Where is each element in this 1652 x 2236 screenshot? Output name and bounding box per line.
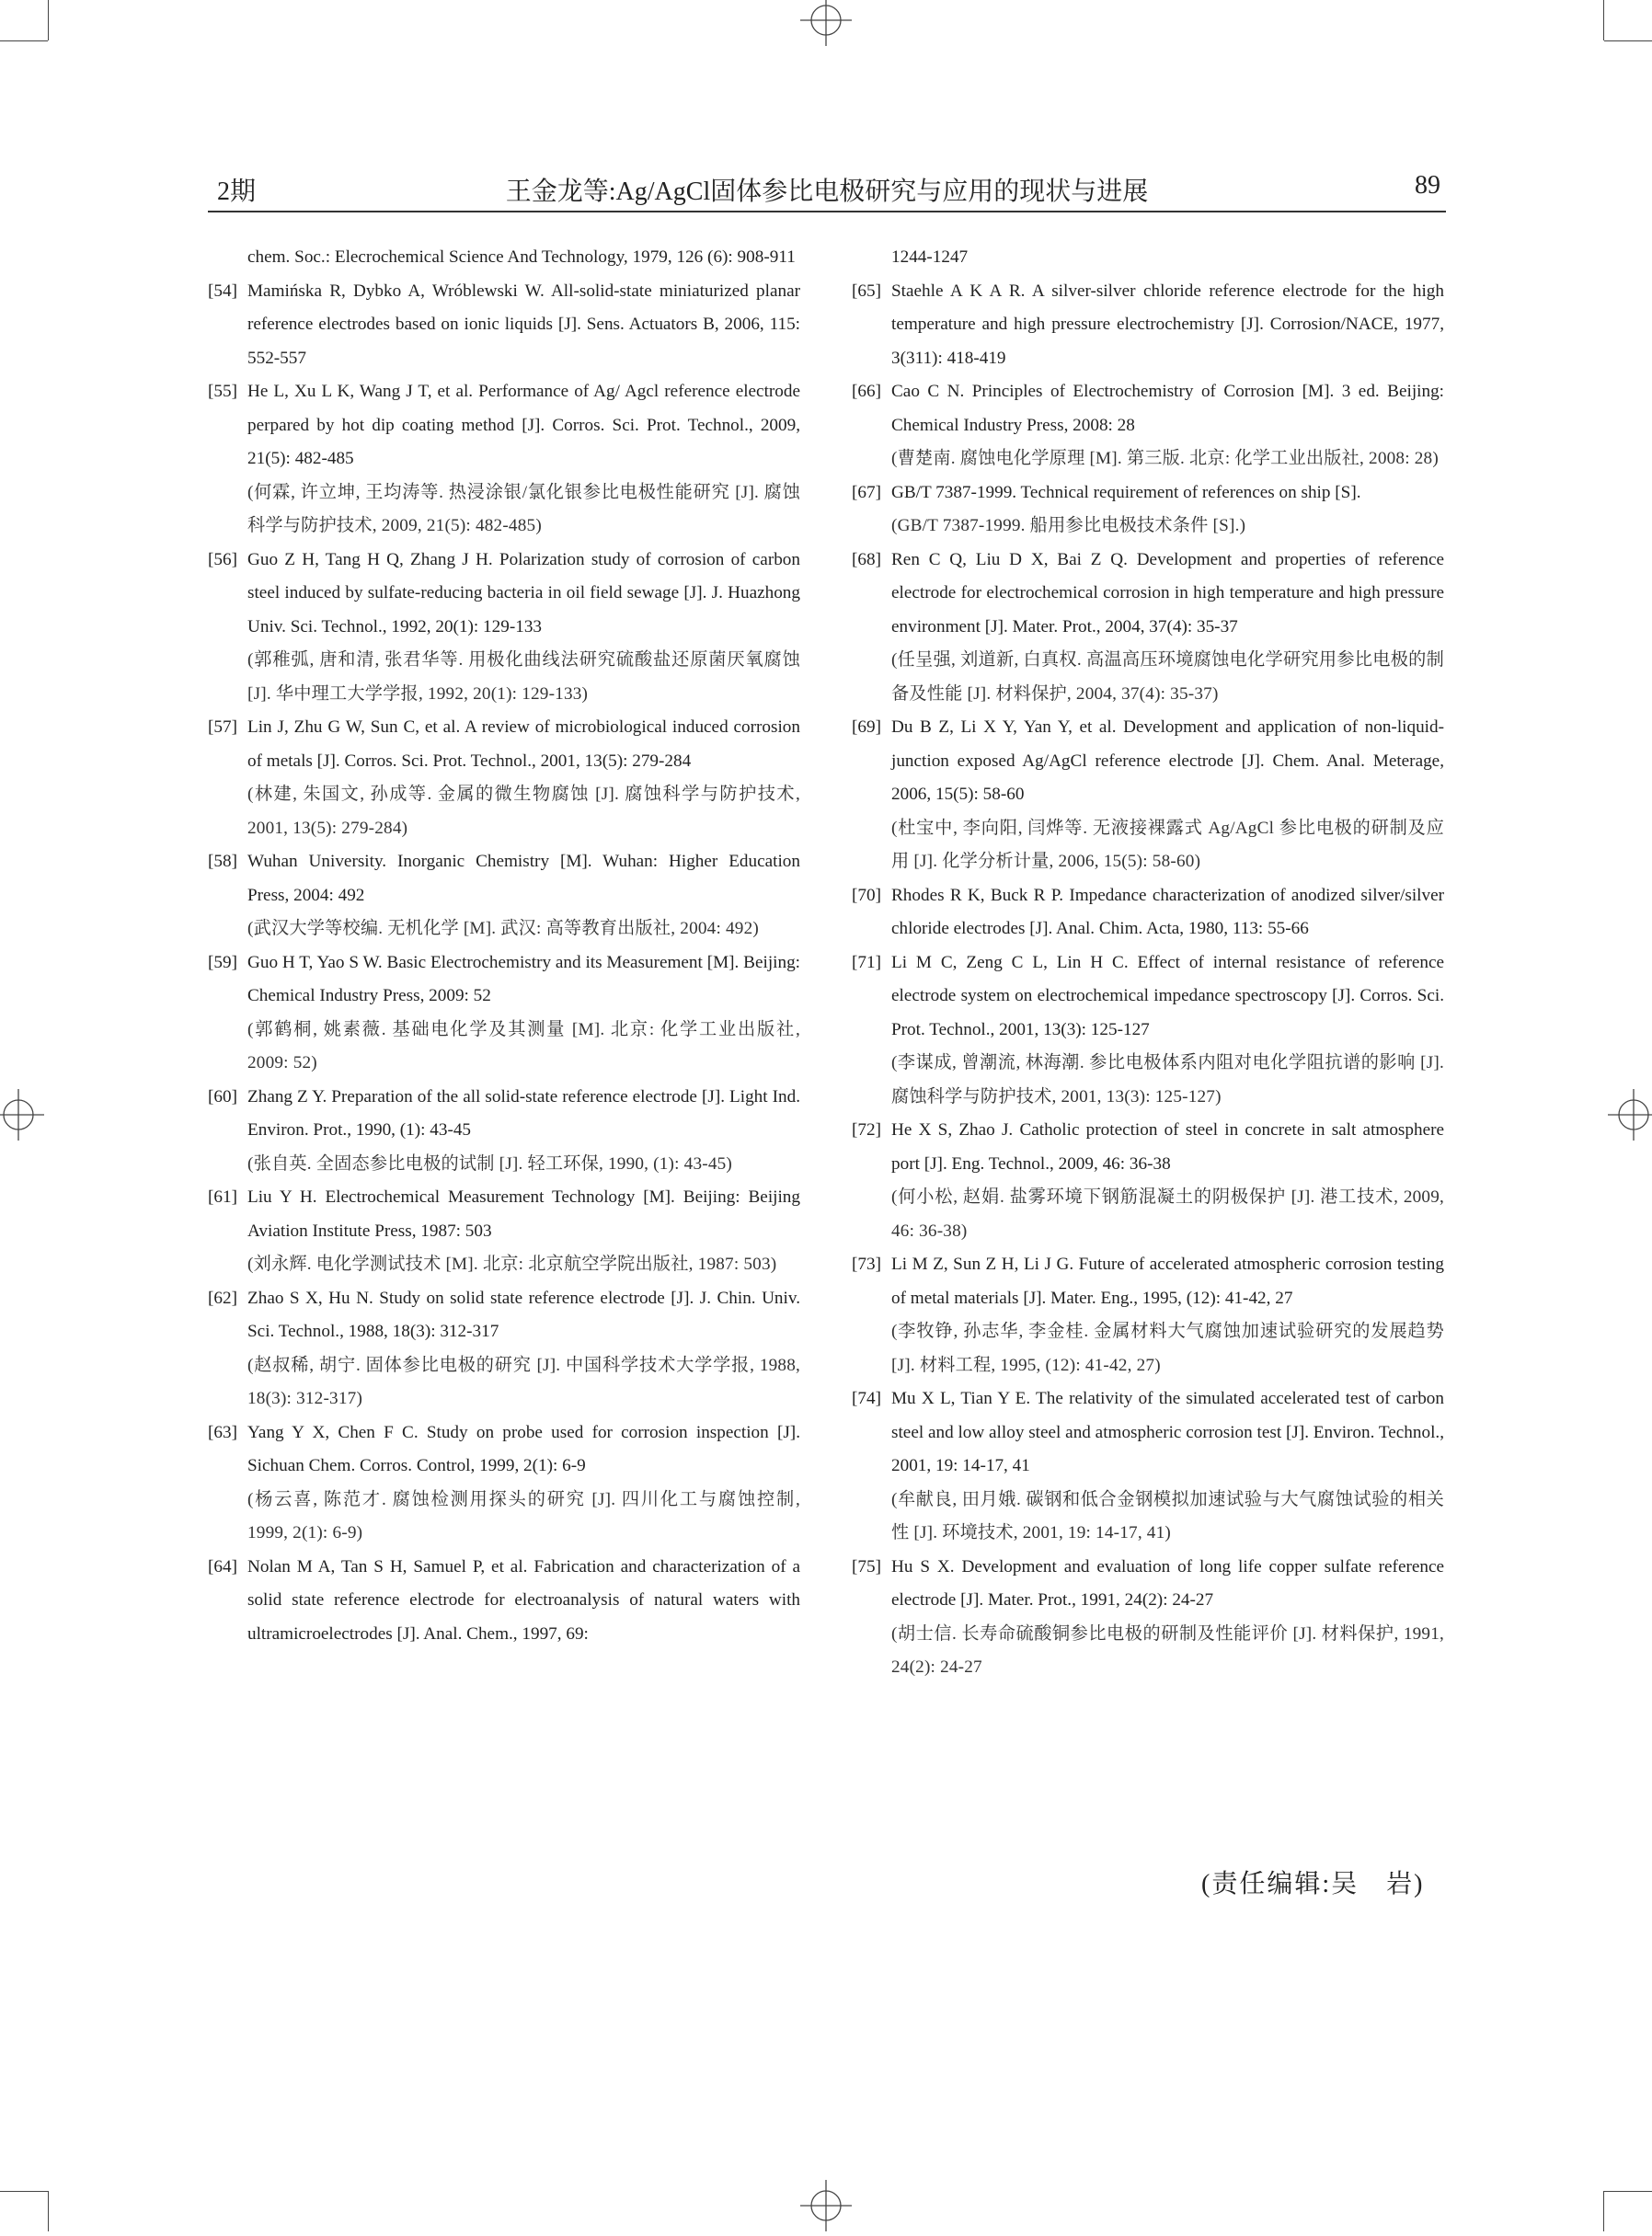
reference-translation: (郭鹤桐, 姚素薇. 基础电化学及其测量 [M]. 北京: 化学工业出版社, 2009: 52) [247,1019,800,1072]
reference-number: [70] [852,885,881,905]
reference-text: Lin J, Zhu G W, Sun C, et al. A review of microbiological induced corrosion of metals [J]. Corros. Sci. Prot. Technol., 2001, 13(5): 279-284 [247,717,800,771]
references-left-column [208,241,800,1651]
reference-entry [852,476,1444,544]
reference-entry [208,275,800,376]
reference-number: [59] [208,952,237,972]
reference-entry [852,1382,1444,1551]
crop-mark [0,40,48,41]
reference-entry [852,1114,1444,1248]
reference-number: [74] [852,1389,881,1408]
reference-entry [852,711,1444,879]
reference-entry [852,241,1444,275]
running-title: 王金龙等:Ag/AgCl固体参比电极研究与应用的现状与进展 [505,178,1149,206]
reference-number: [57] [208,717,237,737]
reference-translation: (GB/T 7387-1999. 船用参比电极技术条件 [S].) [891,516,1246,535]
reference-text: Li M Z, Sun Z H, Li J G. Future of accelerated atmospheric corrosion testing of metal materials [J]. Mater. Eng., 1995, (12): 41-42, 27 [891,1255,1444,1308]
reference-text: Wuhan University. Inorganic Chemistry [M]. Wuhan: Higher Education Press, 2004: 492 [247,852,800,905]
reference-text: Du B Z, Li X Y, Yan Y, et al. Development and application of non-liquid-junction exposed Ag/AgCl reference electrode [J]. Chem. Anal. Meterage, 2006, 15(5): 58-60 [891,717,1444,804]
reference-text: 1244-1247 [891,247,969,267]
reference-entry [852,275,1444,376]
reference-translation: (林建, 朱国文, 孙成等. 金属的微生物腐蚀 [J]. 腐蚀科学与防护技术, 2001, 13(5): 279-284) [247,785,800,838]
reference-translation: (李谋成, 曾潮流, 林海潮. 参比电极体系内阻对电化学阻抗谱的影响 [J]. 腐蚀科学与防护技术, 2001, 13(3): 125-127) [891,1053,1444,1107]
registration-mark-icon [800,2180,852,2231]
reference-number: [72] [852,1120,881,1140]
reference-text: He L, Xu L K, Wang J T, et al. Performance of Ag/ Agcl reference electrode perpared by hot dip coating method [J]. Corros. Sci. Prot. Technol., 2009, 21(5): 482-485 [247,382,800,468]
reference-translation: (何小松, 赵娟. 盐雾环境下钢筋混凝土的阴极保护 [J]. 港工技术, 2009, 46: 36-38) [891,1187,1444,1241]
crop-mark [0,2191,48,2192]
reference-number: [63] [208,1422,237,1442]
crop-mark [1603,2191,1604,2231]
crop-mark [1604,2191,1652,2192]
reference-translation: (杨云喜, 陈范才. 腐蚀检测用探头的研究 [J]. 四川化工与腐蚀控制, 1999, 2(1): 6-9) [247,1489,800,1542]
reference-text: He X S, Zhao J. Catholic protection of steel in concrete in salt atmosphere port [J]. Eng. Technol., 2009, 46: 36-38 [891,1120,1444,1174]
reference-entry [852,375,1444,476]
reference-translation: (刘永辉. 电化学测试技术 [M]. 北京: 北京航空学院出版社, 1987: 503) [247,1255,777,1274]
reference-number: [56] [208,549,237,569]
reference-number: [71] [852,952,881,972]
reference-entry [852,544,1444,712]
reference-text: Nolan M A, Tan S H, Samuel P, et al. Fabrication and characterization of a solid state reference electrode for electroanalysis of natural waters with ultramicroelectrodes [J]. Anal. Chem., 1997, 69: [247,1556,800,1644]
reference-entry [208,946,800,1081]
reference-translation: (张自英. 全固态参比电极的试制 [J]. 轻工环保, 1990, (1): 43-45) [247,1153,733,1174]
reference-translation: (何霖, 许立坤, 王均涛等. 热浸涂银/氯化银参比电极性能研究 [J]. 腐蚀科学与防护技术, 2009, 21(5): 482-485) [247,482,800,535]
reference-number: [73] [852,1255,881,1274]
issue-label: 2期 [217,178,257,206]
crop-mark [1604,40,1652,41]
reference-number: [55] [208,382,237,401]
reference-translation: (郭稚弧, 唐和清, 张君华等. 用极化曲线法研究硫酸盐还原菌厌氧腐蚀 [J]. 华中理工大学学报, 1992, 20(1): 129-133) [247,650,800,704]
header-rule [208,211,1446,212]
reference-number: [54] [208,281,237,301]
reference-entry [208,1416,800,1551]
crop-mark [1603,0,1604,40]
reference-number: [75] [852,1556,881,1577]
reference-entry [852,946,1444,1115]
reference-entry [852,1248,1444,1382]
reference-text: Zhao S X, Hu N. Study on solid state reference electrode [J]. J. Chin. Univ. Sci. Technol., 1988, 18(3): 312-317 [247,1288,800,1341]
reference-text: GB/T 7387-1999. Technical requirement of references on ship [S]. [891,482,1361,502]
reference-entry [208,375,800,544]
reference-text: Mamińska R, Dybko A, Wróblewski W. All-solid-state miniaturized planar reference electrodes based on ionic liquids [J]. Sens. Actuators B, 2006, 115: 552-557 [247,281,800,368]
reference-number: [69] [852,717,881,737]
reference-translation: (任呈强, 刘道新, 白真权. 高温高压环境腐蚀电化学研究用参比电极的制备及性能 [J]. 材料保护, 2004, 37(4): 35-37) [891,650,1444,704]
reference-text: Cao C N. Principles of Electrochemistry of Corrosion [M]. 3 ed. Beijing: Chemical Industry Press, 2008: 28 [891,382,1444,435]
reference-entry [852,879,1444,946]
reference-text: Rhodes R K, Buck R P. Impedance characterization of anodized silver/silver chloride electrodes [J]. Anal. Chim. Acta, 1980, 113: 55-66 [891,885,1444,938]
reference-translation: (牟献良, 田月娥. 碳钢和低合金钢模拟加速试验与大气腐蚀试验的相关性 [J]. 环境技术, 2001, 19: 14-17, 41) [891,1489,1444,1542]
crop-mark [48,2191,49,2231]
reference-entry [852,1551,1444,1685]
references-right-column [852,241,1444,1685]
reference-text: Guo Z H, Tang H Q, Zhang J H. Polarization study of corrosion of carbon steel induced by sulfate-reducing bacteria in oil field sewage [J]. J. Huazhong Univ. Sci. Technol., 1992, 20(1): 129-133 [247,549,800,636]
reference-translation: (武汉大学等校编. 无机化学 [M]. 武汉: 高等教育出版社, 2004: 492) [247,919,759,938]
reference-entry [208,1181,800,1282]
reference-translation: (赵叔稀, 胡宁. 固体参比电极的研究 [J]. 中国科学技术大学学报, 1988, 18(3): 312-317) [247,1355,800,1408]
reference-entry [208,544,800,712]
reference-number: [65] [852,281,881,301]
reference-translation: (胡士信. 长寿命硫酸铜参比电极的研制及性能评价 [J]. 材料保护, 1991, 24(2): 24-27 [891,1623,1444,1677]
reference-text: Liu Y H. Electrochemical Measurement Technology [M]. Beijing: Beijing Aviation Institute Press, 1987: 503 [247,1187,800,1241]
reference-entry [208,1551,800,1652]
registration-mark-icon [800,0,852,46]
reference-entry [208,241,800,275]
reference-entry [208,1081,800,1182]
reference-text: Li M C, Zeng C L, Lin H C. Effect of internal resistance of reference electrode system on electrochemical impedance spectroscopy [J]. Corros. Sci. Prot. Technol., 2001, 13(3): 125-127 [891,952,1444,1039]
reference-number: [67] [852,482,881,502]
reference-text: Hu S X. Development and evaluation of long life copper sulfate reference electrode [J]. Mater. Prot., 1991, 24(2): 24-27 [891,1556,1444,1610]
reference-entry [208,845,800,946]
reference-text: Ren C Q, Liu D X, Bai Z Q. Development and properties of reference electrode for electrochemical corrosion in high temperature and high pressure environment [J]. Mater. Prot., 2004, 37(4): 35-37 [891,549,1444,636]
reference-entry [208,711,800,845]
reference-translation: (李牧铮, 孙志华, 李金桂. 金属材料大气腐蚀加速试验研究的发展趋势 [J]. 材料工程, 1995, (12): 41-42, 27) [891,1322,1444,1375]
registration-mark-icon [0,1089,44,1141]
running-header [208,166,1446,210]
reference-number: [66] [852,382,881,401]
editor-note: (责任编辑:吴 岩) [1201,1870,1425,1898]
reference-number: [68] [852,549,881,569]
reference-translation: (曹楚南. 腐蚀电化学原理 [M]. 第三版. 北京: 化学工业出版社, 2008: 28) [891,449,1439,468]
crop-mark [48,0,49,40]
reference-entry [208,1282,800,1416]
registration-mark-icon [1608,1089,1652,1141]
reference-text: chem. Soc.: Elecrochemical Science And Technology, 1979, 126 (6): 908-911 [247,247,796,267]
reference-number: [58] [208,852,237,871]
reference-number: [64] [208,1556,237,1577]
reference-text: Staehle A K A R. A silver-silver chloride reference electrode for the high temperature and high pressure electrochemistry [J]. Corrosion/NACE, 1977, 3(311): 418-419 [891,281,1444,368]
reference-text: Yang Y X, Chen F C. Study on probe used for corrosion inspection [J]. Sichuan Chem. Corros. Control, 1999, 2(1): 6-9 [247,1422,800,1475]
reference-text: Guo H T, Yao S W. Basic Electrochemistry and its Measurement [M]. Beijing: Chemical Industry Press, 2009: 52 [247,952,800,1005]
reference-translation: (杜宝中, 李向阳, 闫烨等. 无液接裸露式 Ag/AgCl 参比电极的研制及应用 [J]. 化学分析计量, 2006, 15(5): 58-60) [891,818,1444,871]
reference-text: Zhang Z Y. Preparation of the all solid-state reference electrode [J]. Light Ind. Environ. Prot., 1990, (1): 43-45 [247,1086,800,1140]
reference-number: [61] [208,1187,237,1207]
reference-text: Mu X L, Tian Y E. The relativity of the simulated accelerated test of carbon steel and low alloy steel and atmospheric corrosion test [J]. Environ. Technol., 2001, 19: 14-17, 41 [891,1389,1444,1475]
reference-number: [60] [208,1086,237,1107]
page-number: 89 [1415,171,1440,200]
reference-number: [62] [208,1288,237,1308]
